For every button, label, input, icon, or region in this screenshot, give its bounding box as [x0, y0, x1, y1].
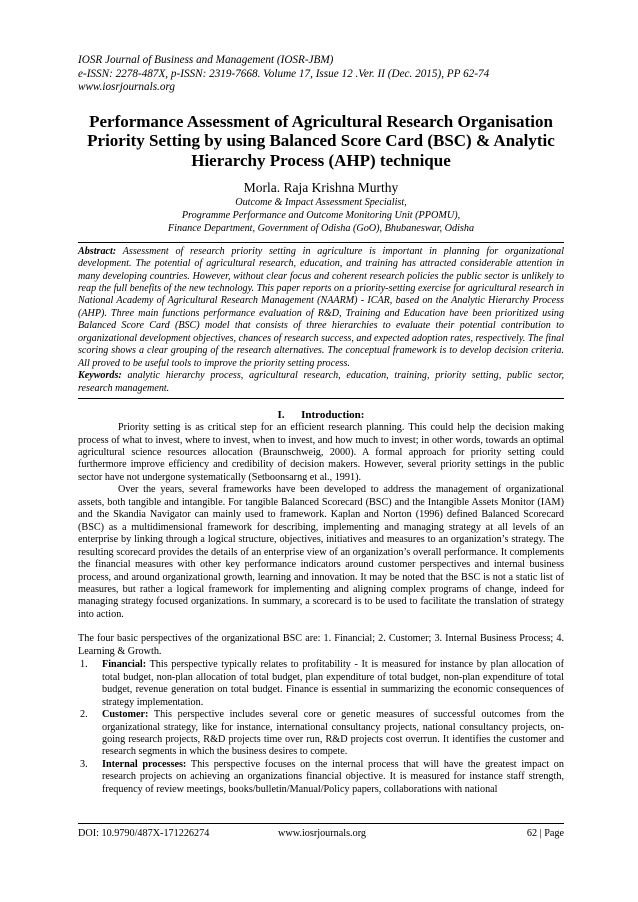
- journal-issn: e-ISSN: 2278-487X, p-ISSN: 2319-7668. Volume 17, Issue 12 .Ver. II (Dec. 2015), PP 62-74: [78, 67, 490, 80]
- section-heading: I. Introduction:: [277, 409, 365, 422]
- footer-doi: DOI: 10.9790/487X-171226274: [78, 828, 210, 839]
- footer-site: www.iosrjournals.org: [278, 828, 367, 839]
- abstract-top-rule: [78, 242, 564, 243]
- abstract-text: Assessment of research priority setting in agriculture is important in planning for organizational development. The potential of agricultural research, education, and training has attracted considerable attention in many developing countries. However, without clear focus and coherent research policies the public sector is unlikely to reap the full benefits of the new technology. This paper reports on a priority-setting exercise for agricultural research in National Academy of Agricultural Research Management (NAARM) - ICAR, based on the Analytic Hierarchy Process (AHP). Three main functions performance evaluation of R&D, Training and Education have been prioritized using Balanced Score Card (BSC) model that consists of three hierarchies to evaluate their potential contribution to organizational development objectives, chances of research success, and expected adoption rates, respectively. The final scoring shows a clear grouping of the research alternatives. The conceptual framework is to develop decision criteria. All proved to be useful tools to improve the priority setting process.: [78, 245, 564, 369]
- abstract-label: Abstract:: [78, 245, 117, 257]
- list-item-label: Customer:: [102, 709, 149, 721]
- list-item-number: 1.: [80, 659, 88, 671]
- list-item: [78, 759, 564, 796]
- paper-title: Performance Assessment of Agricultural Research Organisation Priority Setting by using Balanced Score Card (BSC) & Analytic Hierarchy Process (AHP) technique: [87, 111, 555, 170]
- list-item: [78, 659, 564, 709]
- intro-paragraph-3: The four basic perspectives of the organizational BSC are: 1. Financial; 2. Customer; 3. Internal Business Process; 4. Learning & Growth.: [78, 633, 564, 657]
- author-affiliation-2: Programme Performance and Outcome Monitoring Unit (PPOMU),: [181, 210, 461, 222]
- list-item-text: This perspective typically relates to profitability - It is measured for instance by plan allocation of total budget, non-plan allocation of total budget, plan expenditure of total budget, non-plan expenditure of total budget, revenue generation on total budget. Finance is essential in summarizing the economic consequences of strategy implementation.: [102, 659, 564, 708]
- list-item-text: This perspective focuses on the internal process that will have the greatest impact on research projects on achieving an organizations financial objective. It is measured for instance staff strength, frequency of review meetings, books/bulletin/Manual/Policy papers, collaborations with national: [102, 758, 564, 795]
- abstract-bottom-rule: [78, 398, 564, 399]
- list-item-label: Internal processes:: [102, 758, 187, 770]
- page-footer: [78, 823, 564, 839]
- list-item-number: 2.: [80, 709, 88, 721]
- bsc-perspective-list: [78, 659, 564, 796]
- list-item-number: 3.: [80, 758, 88, 770]
- keywords: [78, 370, 564, 395]
- list-item-label: Financial:: [102, 659, 147, 671]
- list-item-text: This perspective includes several core or genetic measures of successful outcomes from the organizational strategy, like for instance, international consultancy projects, national consultancy projects, on-going research projects, R&D projects time over run, R&D projects cost overrun. It identifies the customer and research segments in which the business desires to compete.: [102, 709, 564, 758]
- intro-paragraph-1: Priority setting is as critical step for an efficient research planning. This could help the decision making process of what to invest, where to invest, when to invest, and how much to invest; in other words, towards an optimal agricultural science resources allocation (Braunschweig, 2000). A formal approach for priority setting could furthermore improve efficiency and credibility of decision makers. However, several priority settings in the public sector have not undergone systematically (Setboonsarng et al., 1991).: [78, 422, 564, 483]
- journal-name: IOSR Journal of Business and Management (IOSR-JBM): [78, 54, 334, 66]
- abstract: [78, 246, 564, 371]
- keywords-text: analytic hierarchy process, agricultural research, education, training, priority setting, public sector, research management.: [78, 370, 564, 394]
- list-item: [78, 709, 564, 759]
- journal-url: www.iosrjournals.org: [78, 81, 175, 94]
- intro-paragraph-2: Over the years, several frameworks have been developed to address the management of organizational assets, both tangible and intangible. For tangible Balanced Scorecard (BSC) and the Intangible Assets Monitor (IAM) and the Skandia Navigator can mainly used to framework. Kaplan and Norton (1996) defined Balanced Scorecard (BSC) as a multidimensional framework for describing, implementing and managing strategy at all levels of an enterprise by linking through a logical structure, objectives, initiatives and measures to an organization’s strategy. The resulting scorecard provides the details of an enterprise view of an organization’s overall performance. It complements the financial measures with other key performance indicators around customer perspectives and internal business process, and around organizational growth, learning and innovation. It may be noted that the BSC is not a static list of measures, but rather a logical framework for implementing and aligning complex programs of change, indeed for managing strategy focused organizations. In summary, a scorecard is to be used to facilitate the translation of strategy into action.: [78, 484, 564, 620]
- footer-page-number: 62 | Page: [526, 828, 564, 839]
- author-affiliation-1: Outcome & Impact Assessment Specialist,: [235, 197, 407, 209]
- paper-page: [78, 54, 564, 796]
- author-affiliation-3: Finance Department, Government of Odisha (GoO), Bhubaneswar, Odisha: [167, 222, 475, 234]
- keywords-label: Keywords:: [78, 370, 122, 382]
- author-name: Morla. Raja Krishna Murthy: [243, 180, 399, 196]
